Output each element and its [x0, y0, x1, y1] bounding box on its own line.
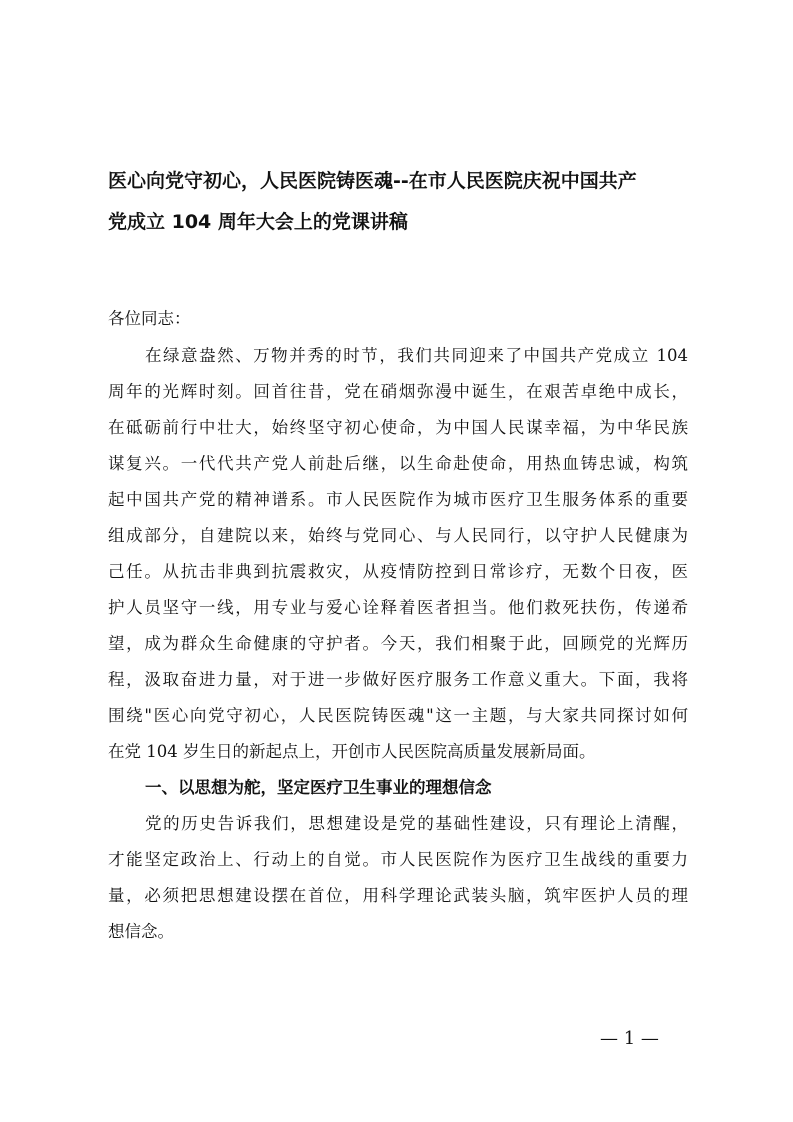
text-line: 量，必须把思想建设摆在首位，用科学理论武装头脑，筑牢医护人员的理	[108, 886, 688, 905]
text-line: 护人员坚守一线，用专业与爱心诠释着医者担当。他们救死扶伤，传递希	[108, 598, 688, 617]
text-line: 程，汲取奋进力量，对于进一步做好医疗服务工作意义重大。下面，我将	[108, 670, 688, 689]
text-line: 党的历史告诉我们，思想建设是党的基础性建设，只有理论上清醒，	[145, 814, 688, 833]
text-line: 望，成为群众生命健康的守护者。今天，我们相聚于此，回顾党的光辉历	[108, 634, 688, 653]
text-line: 组成部分，自建院以来，始终与党同心、与人民同行，以守护人民健康为	[108, 526, 688, 545]
text-line: 周年的光辉时刻。回首往昔，党在硝烟弥漫中诞生，在艰苦卓绝中成长，	[108, 382, 688, 401]
text-line: 在砥砺前行中壮大，始终坚守初心使命，为中国人民谋幸福，为中华民族	[108, 418, 688, 437]
salutation: 各位同志：	[108, 309, 191, 328]
page-number: — 1 —	[600, 1028, 659, 1049]
text-line: 围绕"医心向党守初心，人民医院铸医魂"这一主题，与大家共同探讨如何	[108, 706, 688, 725]
text-line: 己任。从抗击非典到抗震救灾，从疫情防控到日常诊疗，无数个日夜，医	[108, 562, 688, 581]
text-line: 在党 104 岁生日的新起点上，开创市人民医院高质量发展新局面。	[108, 742, 596, 761]
document-title-line: 医心向党守初心，人民医院铸医魂--在市人民医院庆祝中国共产	[108, 170, 637, 192]
section-heading: 一、以思想为舵，坚定医疗卫生事业的理想信念	[145, 778, 492, 797]
text-line: 起中国共产党的精神谱系。市人民医院作为城市医疗卫生服务体系的重要	[108, 490, 688, 509]
text-line: 在绿意盎然、万物并秀的时节，我们共同迎来了中国共产党成立 104	[145, 346, 688, 365]
text-line: 想信念。	[108, 922, 174, 941]
text-line: 谋复兴。一代代共产党人前赴后继，以生命赴使命，用热血铸忠诚，构筑	[108, 454, 688, 473]
document-title-line: 党成立 104 周年大会上的党课讲稿	[108, 211, 408, 233]
text-line: 才能坚定政治上、行动上的自觉。市人民医院作为医疗卫生战线的重要力	[108, 850, 688, 869]
